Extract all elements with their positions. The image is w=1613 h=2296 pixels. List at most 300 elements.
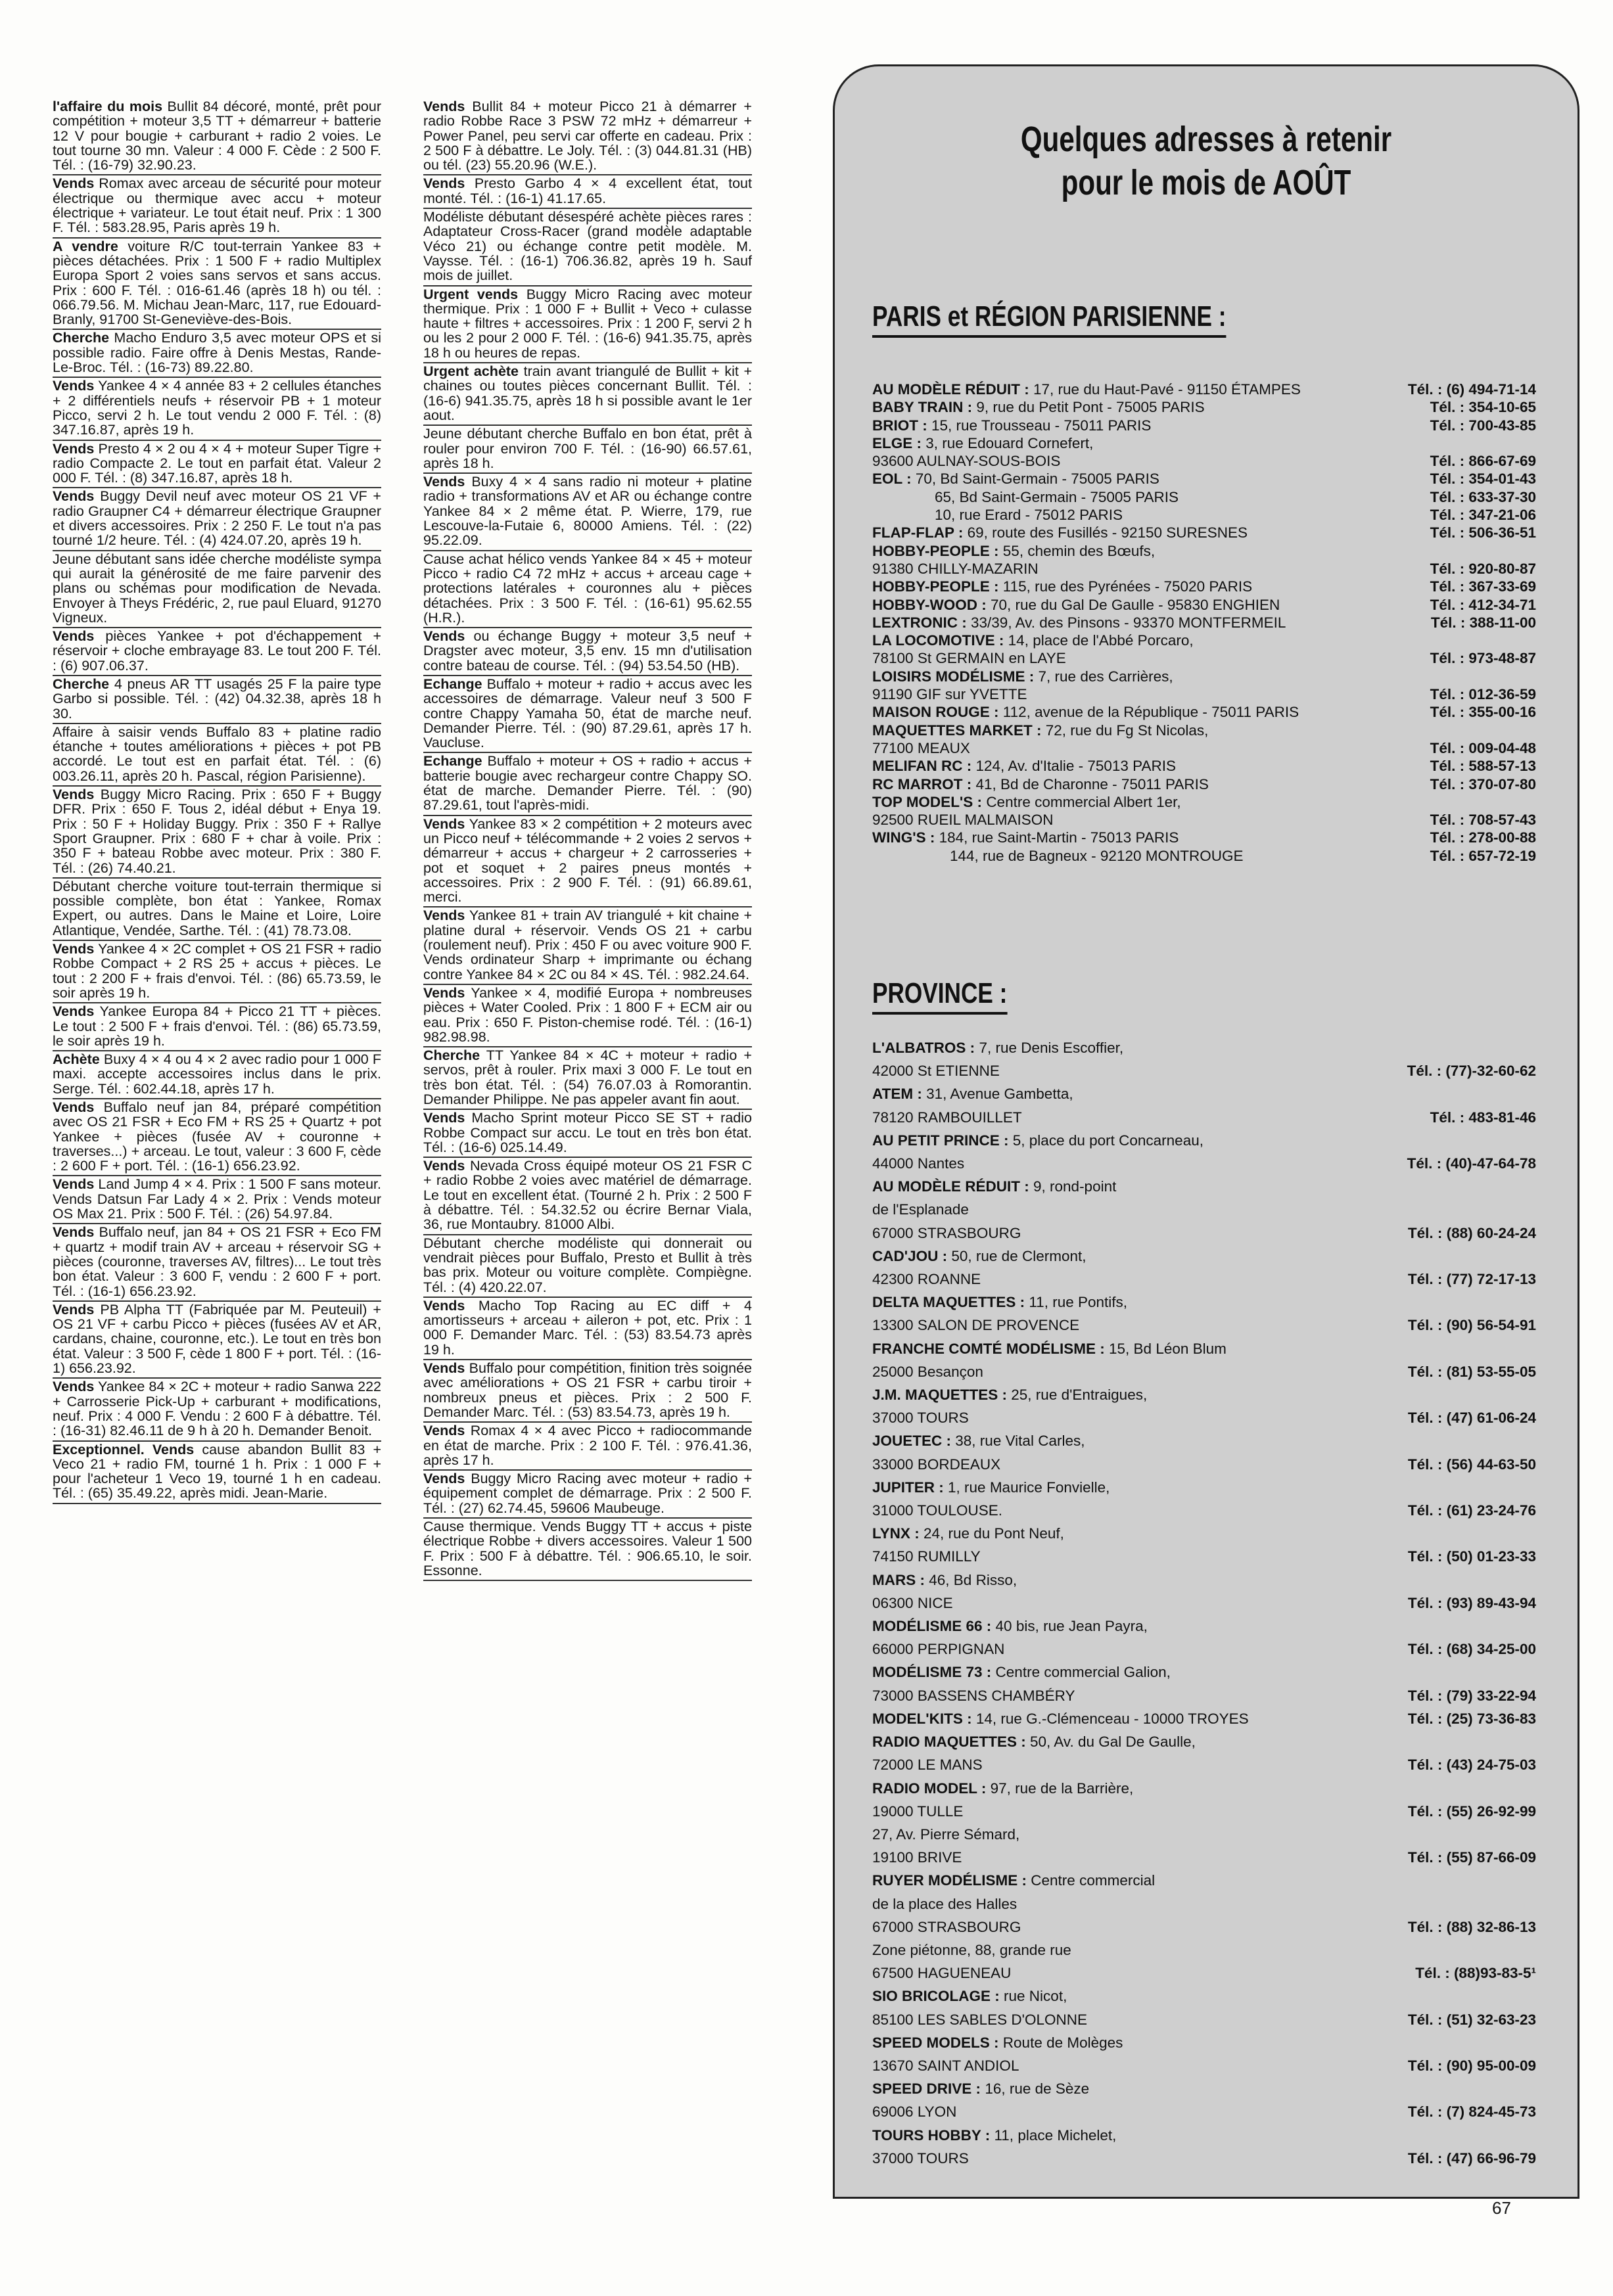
shop-address: 11, rue Pontifs, [1029,1294,1128,1311]
shop-address: 13670 SAINT ANDIOL [872,2057,1019,2074]
classified-ad [423,676,752,753]
shop-name: HOBBY-PEOPLE : [872,542,999,559]
address-entry [872,1916,1536,1939]
shop-name: SPEED DRIVE : [872,2080,981,2098]
classified-ad [423,985,752,1047]
shop-name: RADIO MODEL : [872,1779,987,1797]
shop-address: 50, Av. du Gal De Gaulle, [1030,1733,1196,1751]
shop-address: 66000 PERPIGNAN [872,1641,1005,1658]
shop-address: 7, rue Denis Escoffier, [979,1040,1124,1056]
shop-phone: Tél. : (7) 824-45-73 [1407,2103,1536,2121]
classified-ad [53,628,381,676]
address-entry [872,1615,1536,1638]
shop-address: 31000 TOULOUSE. [872,1502,1003,1519]
shop-address: rue Nicot, [1004,1988,1067,2005]
shop-address: 67000 STRASBOURG [872,1918,1021,1935]
ad-heading: Vends [423,984,465,1001]
shop-phone: Tél. : (47) 61-06-24 [1407,1410,1536,1427]
ad-text: Presto 4 × 2 ou 4 × 4 + moteur Super Tigre + radio Compacte 2. Le tout en parfait état. Valeur 2 000 F. Tél. : (8) 347.16.87, après 18 h. [53,440,381,486]
shop-phone: Tél. : 354-10-65 [1430,399,1536,416]
shop-address: 33/39, Av. des Pinsons - 93370 MONTFERMEIL [971,614,1286,631]
classified-ad [423,209,752,286]
shop-address: 24, rue du Pont Neuf, [923,1525,1064,1542]
shop-address: Zone piétonne, 88, grande rue [872,1941,1071,1958]
shop-address: 55, chemin des Bœufs, [1002,542,1156,559]
shop-name: RC MARROT : [872,775,972,792]
ad-text: Jeune débutant sans idée cherche modéliste sympa qui aurait la générosité de me faire parvenir des plans ou schémas pour modification de Nevada. Envoyer à Theys Frédéric, 2, rue paul Eluard, 91270 Vigneux. [53,551,381,626]
shop-address: 78120 RAMBOUILLET [872,1109,1022,1126]
shop-phone: Tél. : 388-11-00 [1430,614,1536,631]
classified-ad [423,363,752,426]
classified-ad [423,426,752,474]
ad-text: Yankee 4 × 4 année 83 + 2 cellules étanches + 2 différentiels neufs + réservoir PB + 1 moteur Picco, servi 2 h. Le tout vendu 2 000 F. Tél. : (8) 347.16.87, après 19 h. [53,378,381,438]
ad-heading: Vends [53,787,95,803]
shop-phone: Tél. : (61) 23-24-76 [1407,1502,1536,1519]
shop-name: MODÉLISME 66 : [872,1618,992,1635]
shop-address: 9, rue du Petit Pont - 75005 PARIS [976,399,1205,416]
ad-text: pièces Yankee + pot d'échappement + réservoir + cloche embrayage 83. Le tout 200 F. Tél. : (6) 907.06.37. [53,628,381,674]
shop-name: MAQUETTES MARKET : [872,722,1042,739]
shop-address: 15, Bd Léon Blum [1109,1340,1227,1357]
ad-text: ou échange Buggy + moteur 3,5 neuf + Dragster avec moteur, 3,5 env. 15 mn d'utilisation contre bateau de course. Tél. : (94) 53.54.50 (HB). [423,628,752,674]
ad-heading: Vends [423,1110,465,1126]
ad-text: Modéliste débutant désespéré achète pièces rares : Adaptateur Cross-Racer (grand modèle adaptable Véco 21) ou échange contre petit modèle. M. Vaysse. Tél. : (16-1) 706.36.82, après 19 h. Sauf mois de juillet. [423,209,752,284]
shop-name: L'ALBATROS : [872,1040,975,1056]
shop-name: LOISIRS MODÉLISME : [872,668,1035,685]
classified-ad [423,1298,752,1360]
address-entry [872,1337,1536,1360]
shop-name: DELTA MAQUETTES : [872,1294,1025,1311]
address-entry [872,1453,1536,1476]
shop-address: 42000 St ETIENNE [872,1063,1000,1080]
ad-heading: Vends [423,1297,465,1314]
address-entry [872,1268,1536,1291]
address-entry [872,1476,1536,1499]
ad-text: Macho Sprint moteur Picco SE ST + radio Robbe Compact sur accu. Le tout en très bon état. Tél. : (16-6) 025.14.49. [423,1110,752,1155]
shop-address: 50, rue de Clermont, [951,1247,1087,1264]
classified-ad [423,1519,752,1581]
shop-phone: Tél. : (68) 34-25-00 [1407,1641,1536,1658]
title-line-2: pour le mois de AOÛT [1061,163,1351,202]
address-entry [872,398,1536,416]
shop-phone: Tél. : (50) 01-23-33 [1407,1548,1536,1565]
ad-heading: Vends [423,99,465,114]
address-entry [872,775,1536,793]
address-entry [872,1846,1536,1869]
classified-ad [53,724,381,787]
ad-text: Buxy 4 × 4 ou 4 × 2 avec radio pour 1 000 F maxi. accepte accessoires inclus dans le prix. Serge. Tél. : 602.44.18, après 17 h. [53,1051,381,1097]
shop-name: WING'S : [872,829,935,846]
address-entry [872,757,1536,775]
address-entry [872,452,1536,470]
shop-address: 1, rue Maurice Fonvielle, [948,1479,1110,1496]
shop-address: Centre commercial [1031,1872,1156,1889]
classified-ad [53,1224,381,1301]
shop-name: SPEED MODELS : [872,2034,999,2051]
shop-address: 69006 LYON [872,2103,957,2121]
shop-name: TOP MODEL'S : [872,793,983,810]
address-entry [872,1291,1536,1314]
classified-ad [423,1235,752,1298]
shop-address: Centre commercial Galion, [995,1664,1171,1681]
ad-heading: Vends [53,175,95,192]
ad-text: Romax avec arceau de sécurité pour moteur électrique ou thermique avec accu + moteur électrique + variateur. Le tout était neuf. Prix : 1 300 F. Tél. : 583.28.95, Paris après 19 h. [53,175,381,236]
address-entry [872,2147,1536,2170]
ad-text: Buggy Micro Racing avec moteur thermique. Prix : 1 000 F + Bullit + Veco + culasse haute + filtres + accessoires. Prix : 1 200 F, servi 2 h ou les 2 pour 2 000 F. Tél. : (16-6) 941.35.75, après 18 h ou heures de repas. [423,286,752,361]
shop-phone: Tél. : 012-36-59 [1430,686,1536,703]
shop-address: 19100 BRIVE [872,1849,962,1866]
shop-address: 37000 TOURS [872,1410,969,1427]
shop-phone: Tél. : 355-00-16 [1430,704,1536,721]
ad-text: Yankee Europa 84 + Picco 21 TT + pièces. Le tout : 2 500 F + frais d'envoi. Tél. : (86) 65.73.59, le soir après 19 h. [53,1003,381,1049]
shop-phone: Tél. : (90) 95-00-09 [1407,2057,1536,2074]
shop-phone: Tél. : (40)-47-64-78 [1407,1155,1536,1172]
shop-name: FLAP-FLAP : [872,524,964,541]
shop-address: 27, Av. Pierre Sémard, [872,1825,1020,1843]
address-entry [872,1939,1536,1962]
classified-ad [423,551,752,628]
shop-name: LEXTRONIC : [872,614,967,631]
shop-phone: Tél. : (88) 60-24-24 [1407,1224,1536,1241]
shop-address: 40 bis, rue Jean Payra, [995,1618,1148,1635]
shop-name: MODEL'KITS : [872,1710,972,1727]
address-entry [872,1429,1536,1452]
shop-address: 70, Bd Saint-Germain - 75005 PARIS [915,471,1159,488]
shop-address: 70, rue du Gal De Gaulle - 95830 ENGHIEN [991,596,1280,613]
address-entry [872,1360,1536,1383]
address-entry [872,1985,1536,2008]
classified-ad [423,175,752,209]
shop-address: 41, Bd de Charonne - 75011 PARIS [975,775,1209,792]
address-entry [872,2054,1536,2077]
shop-phone: Tél. : 633-37-30 [1430,488,1536,505]
address-entry [872,739,1536,757]
shop-phone: Tél. : (77) 72-17-13 [1407,1271,1536,1288]
address-entry [872,703,1536,721]
address-entry [872,2008,1536,2031]
shop-phone: Tél. : 973-48-87 [1430,650,1536,667]
shop-address: 15, rue Trousseau - 75011 PARIS [931,417,1152,434]
shop-address: de la place des Halles [872,1895,1017,1912]
shop-phone: Tél. : (47) 66-96-79 [1407,2149,1536,2167]
shop-address: 93600 AULNAY-SOUS-BOIS [872,453,1061,470]
ad-heading: Exceptionnel. Vends [53,1441,195,1458]
shop-address: 112, avenue de la République - 75011 PARIS [1002,704,1299,721]
ad-heading: Vends [53,628,95,645]
shop-phone: Tél. : 278-00-88 [1430,829,1536,846]
shop-name: HOBBY-WOOD : [872,596,987,613]
shop-name: LYNX : [872,1525,920,1542]
classified-ad [53,787,381,879]
province-address-list [872,1036,1536,2170]
shop-name: BRIOT : [872,417,927,434]
address-entry [872,434,1536,452]
address-entry [872,649,1536,667]
address-entry [872,1129,1536,1152]
shop-address: 91190 GIF sur YVETTE [872,686,1027,703]
ad-text: Buggy Micro Racing avec moteur + radio + équipement complet de démarrage. Prix : 2 500 F. Tél. : (27) 62.74.45, 59606 Maubeuge. [423,1471,752,1516]
address-entry [872,1800,1536,1823]
shop-address: 78100 St GERMAIN en LAYE [872,650,1066,667]
title-line-1: Quelques adresses à retenir [1020,120,1392,159]
shop-address: 06300 NICE [872,1594,953,1611]
ad-text: PB Alpha TT (Fabriquée par M. Peuteuil) + OS 21 VF + carbu Picco + pièces (fusées AV et AR, cardans, chaine, couronne, etc.). Le tout en très bon état. Valeur : 3 500 F, cède 1 800 F + port. Tél. : (16-1) 656.23.92. [53,1301,381,1377]
ad-text: Jeune débutant cherche Buffalo en bon état, prêt à rouler pour environ 700 F. Tél. : (16-90) 66.57.61, après 18 h. [423,426,752,471]
shop-phone: Tél. : (81) 53-55-05 [1407,1363,1536,1380]
ad-heading: Vends [53,440,95,457]
shop-name: BABY TRAIN : [872,399,973,416]
classified-ad [53,175,381,238]
address-entry [872,1730,1536,1753]
ad-text: Débutant cherche voiture tout-terrain thermique si possible complète, bon état : Yankee, Romax Expert, ou autres. Dans le Maine et Loire, Loire Atlantique, Vendée, Sarthe. Tél. : (41) 78.73.08. [53,878,381,938]
shop-address: 97, rue de la Barrière, [990,1779,1134,1797]
classified-ad [423,1158,752,1235]
shop-address: 115, rue des Pyrénées - 75020 PARIS [1002,578,1253,595]
province-heading: PROVINCE : [872,976,1007,1015]
classified-ad [423,99,752,175]
address-entry [872,829,1536,846]
ad-heading: Vends [53,941,95,957]
ad-heading: Cherche [53,330,110,346]
shop-address: 72, rue du Fg St Nicolas, [1045,722,1209,739]
address-entry [872,2100,1536,2123]
ad-heading: Vends [53,378,95,394]
shop-address: 9, rond-point [1033,1178,1117,1195]
address-entry [872,488,1536,506]
address-entry [872,1592,1536,1615]
address-entry [872,1823,1536,1846]
shop-name: AU MODÈLE RÉDUIT : [872,1178,1029,1195]
shop-address: 10, rue Erard - 75012 PARIS [935,507,1123,524]
shop-phone: Tél. : (93) 89-43-94 [1407,1594,1536,1611]
classified-ad [423,816,752,908]
page-number: 67 [1492,2198,1511,2218]
address-entry [872,1106,1536,1129]
address-entry [872,1638,1536,1661]
shop-name: MAISON ROUGE : [872,704,999,721]
classified-ad [53,551,381,628]
ad-text: cause abandon Bullit 83 + Veco 21 + radio FM, tourné 1 h. Prix : 1 000 F + pour l'acheteur 1 Veco 19, tourné 1 h en cadeau. Tél. : (65) 35.49.22, après midi. Jean-Marie. [53,1441,381,1502]
address-entry [872,1962,1536,1985]
address-entry [872,1383,1536,1406]
addresses-title [916,118,1495,204]
ad-text: Yankee × 4, modifié Europa + nombreuses pièces + Water Cooled. Prix : 1 800 F + ECM air ou eau. Prix : 650 F. Piston-chemise rodé. Tél. : (16-1) 982.98.98. [423,984,753,1045]
shop-phone: Tél. : (56) 44-63-50 [1407,1456,1536,1473]
shop-name: RADIO MAQUETTES : [872,1733,1026,1751]
shop-phone: Tél. : 657-72-19 [1430,847,1536,864]
shop-name: SIO BRICOLAGE : [872,1988,1000,2005]
address-entry [872,685,1536,703]
shop-address: 25000 Besançon [872,1363,983,1380]
shop-name: FRANCHE COMTÉ MODÉLISME : [872,1340,1105,1357]
shop-address: 14, rue G.-Clémenceau - 10000 TROYES [975,1710,1249,1727]
ad-text: Bullit 84 + moteur Picco 21 à démarrer + radio Robbe Race 3 PSW 72 mHz + démarreur + Power Panel, peu servi car offerte en cadeau. Prix : 2 500 F à débattre. Le Joly. Tél. : (3) 044.81.31 (HB) ou tél. (23) 55.20.96 (W.E.). [423,99,752,173]
shop-name: JOUETEC : [872,1433,952,1450]
shop-phone: Tél. : 700-43-85 [1430,417,1536,434]
shop-phone: Tél. : 412-34-71 [1430,596,1536,613]
classified-ad [423,907,752,984]
classified-ad [53,99,381,175]
shop-address: 124, Av. d'Italie - 75013 PARIS [975,758,1177,775]
shop-address: 31, Avenue Gambetta, [926,1086,1073,1103]
classified-ad [53,330,381,378]
shop-address: 69, route des Fusillés - 92150 SURESNES [967,524,1248,541]
shop-phone: Tél. : 367-33-69 [1430,578,1536,595]
shop-phone: Tél. : (77)-32-60-62 [1407,1063,1536,1080]
ad-heading: Vends [53,1224,95,1241]
ad-heading: Urgent achète [423,363,519,380]
ad-text: Buggy Micro Racing. Prix : 650 F + Buggy DFR. Prix : 650 F. Tous 2, idéal début + Enya 19. Prix : 50 F + Holiday Buggy. Prix : 350 F + Rallye Sport Graupner. Prix : 680 F + char à voile. Prix : 350 F + bateau Robbe avec moteur. Prix : 380 F. Tél. : (26) 74.40.21. [53,787,381,876]
classified-ad [53,1176,381,1224]
shop-address: 67500 HAGUENEAU [872,1965,1012,1982]
ad-heading: Vends [53,488,95,505]
address-entry [872,1893,1536,1916]
shop-address: 42300 ROANNE [872,1271,981,1288]
paris-address-list [872,380,1536,865]
shop-name: TOURS HOBBY : [872,2126,991,2144]
address-entry [872,1406,1536,1429]
shop-address: 67000 STRASBOURG [872,1224,1021,1241]
ad-text: Cause achat hélico vends Yankee 84 × 45 + moteur Picco + radio C4 72 mHz + accus + arceau cage + protections latérales + couronnes alu + pièces détachées. Prix : 3 500 F. Tél. : (16-61) 95.62.55 (H.R.). [423,551,752,626]
shop-name: MODÉLISME 73 : [872,1664,992,1681]
address-entry [872,1522,1536,1545]
shop-phone: Tél. : 009-04-48 [1430,739,1536,756]
address-entry [872,1707,1536,1730]
classified-ad [423,1047,752,1110]
address-entry [872,1661,1536,1684]
classified-ad [423,474,752,551]
shop-address: 65, Bd Saint-Germain - 75005 PARIS [935,488,1179,505]
shop-name: MARS : [872,1571,925,1588]
ad-heading: Vends [423,1360,465,1377]
shop-address: 74150 RUMILLY [872,1548,981,1565]
shop-phone: Tél. : 370-07-80 [1430,775,1536,792]
shop-address: 91380 CHILLY-MAZARIN [872,560,1039,577]
shop-name: MELIFAN RC : [872,758,972,775]
ad-text: Macho Enduro 3,5 avec moteur OPS et si possible radio. Faire offre à Denis Mestas, Rande-Le-Broc. Tél. : (16-73) 89.22.80. [53,330,381,376]
classified-ad [53,441,381,489]
address-entry [872,631,1536,649]
ad-text: Bullit 84 décoré, monté, prêt pour compétition + moteur 3,5 TT + démarreur + batterie 12 V pour bougie + carburant + radio 2 voies. Le tout tourne 30 mn. Valeur : 4 000 F. Cède : 2 500 F. Tél. : (16-79) 32.90.23. [53,99,382,173]
address-entry [872,1036,1536,1059]
shop-phone: Tél. : (55) 26-92-99 [1407,1802,1536,1820]
shop-address: 3, rue Edouard Cornefert, [925,434,1094,451]
ad-heading: Echange [423,753,482,769]
address-entry [872,506,1536,524]
shop-name: RUYER MODÉLISME : [872,1872,1027,1889]
classified-ad [53,239,381,331]
ad-text: Buffalo + moteur + OS + radio + accus + batterie bougie avec rechargeur contre Chappy SO. état de marche. Demander Pierre. Tél. : (90) 87.29.61, tout l'après-midi. [423,753,752,814]
ad-heading: Vends [53,1099,95,1115]
address-entry [872,524,1536,541]
shop-address: 16, rue de Sèze [985,2080,1090,2098]
shop-phone: Tél. : (79) 33-22-94 [1407,1687,1536,1704]
shop-phone: Tél. : (6) 494-71-14 [1407,381,1536,398]
ad-heading: Vends [53,1301,95,1318]
classified-ad [423,1110,752,1158]
classified-ad [53,378,381,440]
shop-phone: Tél. : (51) 32-63-23 [1407,2011,1536,2028]
ad-heading: Vends [53,1379,95,1395]
classifieds-column-2 [423,99,752,1581]
address-entry [872,1152,1536,1175]
classified-ad [53,488,381,551]
shop-name: HOBBY-PEOPLE : [872,578,999,595]
ad-text: Presto Garbo 4 × 4 excellent état, tout monté. Tél. : (16-1) 41.17.65. [423,175,752,206]
address-entry [872,722,1536,739]
shop-phone: Tél. : 920-80-87 [1430,560,1536,577]
shop-address: 72000 LE MANS [872,1756,983,1774]
ad-text: Buxy 4 × 4 sans radio ni moteur + platine radio + transformations AV et AR ou échange contre Yankee 84 × 2 même état. P. Wierre, 179, rue Lescouve-la-Futaie 6, 80000 Amiens. Tél. : (22) 95.22.09. [423,474,752,549]
classified-ad [423,287,752,363]
address-entry [872,1753,1536,1776]
shop-address: 44000 Nantes [872,1155,965,1172]
address-entry [872,380,1536,398]
ad-heading: Vends [423,1471,465,1487]
ad-heading: A vendre [53,238,118,254]
address-entry [872,1684,1536,1707]
ad-heading: Cherche [53,676,110,692]
address-entry [872,1059,1536,1082]
address-entry [872,2031,1536,2054]
shop-address: 19000 TULLE [872,1802,964,1820]
address-entry [872,1869,1536,1892]
shop-address: 46, Bd Risso, [929,1571,1017,1588]
ad-heading: Vends [423,474,465,490]
ad-text: Nevada Cross équipé moteur OS 21 FSR C + radio Robbe 2 voies avec matériel de démarrage. Le tout en excellent état. (Tourné 2 h. Prix : 2 500 F à débattre. Tél. : 54.32.52 ou écrire Bernar Viala, 36, rue Montaubry. 81000 Albi. [423,1158,752,1233]
address-entry [872,1777,1536,1800]
classified-ad [423,628,752,676]
shop-name: J.M. MAQUETTES : [872,1387,1008,1404]
classifieds-column-1 [53,99,381,1504]
shop-address: 13300 SALON DE PROVENCE [872,1317,1080,1334]
address-entry [872,470,1536,488]
ad-heading: Vends [423,815,465,832]
ad-text: voiture R/C tout-terrain Yankee 83 + pièces détachées. Prix : 1 500 F + radio Multiplex Europa Sport 2 voies sans servos et sans accus. Prix : 600 F. Tél. : 016-61.46 (après 18 h) ou tél. : 066.79.56. M. Michau Jean-Marc, 117, rue Edouard-Branly, 91700 St-Geneviève-des-Bois. [53,238,381,328]
ad-text: Affaire à saisir vends Buffalo 83 + platine radio étanche + toutes améliorations + pièces + pot PB accordé. Le tout est en parfait état. Tél. : (6) 003.26.11, après 20 h. Pascal, région Parisienne). [53,723,381,784]
shop-address: 17, rue du Haut-Pavé - 91150 ÉTAMPES [1033,381,1301,398]
classified-ad [53,941,381,1003]
ad-text: Buffalo neuf jan 84, préparé compétition avec OS 21 FSR + Eco FM + RS 25 + Quartz + pot Yankee + pièces (fusée AV + couronne + traverses...) + arceau. Le tout, valeur : 3 600 F, cède : 2 600 F + port. Tél. : (16-1) 656.23.92. [53,1099,381,1174]
ad-text: train avant triangulé de Bullit + kit + chaines ou toutes pièces concernant Bullit. Tél. : (16-6) 941.35.75, après 18 h si possible avant le 1er aout. [423,363,752,423]
shop-name: CAD'JOU : [872,1247,948,1264]
ad-text: TT Yankee 84 × 4C + moteur + radio + servos, prêt à rouler. Prix maxi 3 000 F. Le tout en très bon état. Tél. : (54) 76.07.03 à Romorantin. Demander Philippe. Ne pas appeler avant fin aout. [423,1047,752,1107]
ad-text: Buffalo neuf, jan 84 + OS 21 FSR + Eco FM + quartz + modif train AV + arceau + réservoir SG + pièces (couronne, traverses AV, filtres)... Le tout très bon état. Valeur : 3 600 F, vendu : 2 600 F + port. Tél. : (16-1) 656.23.92. [53,1224,381,1299]
address-entry [872,1082,1536,1105]
shop-address: 7, rue des Carrières, [1038,668,1173,685]
shop-address: de l'Esplanade [872,1201,969,1218]
shop-address: 77100 MEAUX [872,739,970,756]
shop-name: AU PETIT PRINCE : [872,1132,1009,1149]
classified-ad [53,1442,381,1504]
ad-text: Buggy Devil neuf avec moteur OS 21 VF + radio Graupner C4 + démarreur électrique Graupner et divers accessoires. Prix : 2 250 F. Le tout n'a pas tourné 1/2 heure. Tél. : (4) 424.07.20, après 19 h. [53,488,381,549]
classified-ad [423,1360,752,1423]
shop-address: 184, rue Saint-Martin - 75013 PARIS [939,829,1179,846]
address-entry [872,1499,1536,1522]
shop-address: 144, rue de Bagneux - 92120 MONTROUGE [950,847,1244,864]
shop-address: 33000 BORDEAUX [872,1456,1001,1473]
shop-address: 14, place de l'Abbé Porcaro, [1008,632,1194,649]
ad-heading: l'affaire du mois [53,99,163,114]
shop-phone: Tél. : 354-01-43 [1430,471,1536,488]
ad-heading: Vends [423,907,465,924]
addresses-box [833,64,1579,2199]
shop-address: 38, rue Vital Carles, [955,1433,1085,1450]
classified-ad [423,753,752,815]
shop-address: 85100 LES SABLES D'OLONNE [872,2011,1087,2028]
shop-address: 92500 RUEIL MALMAISON [872,812,1054,829]
ad-heading: Achète [53,1051,100,1068]
